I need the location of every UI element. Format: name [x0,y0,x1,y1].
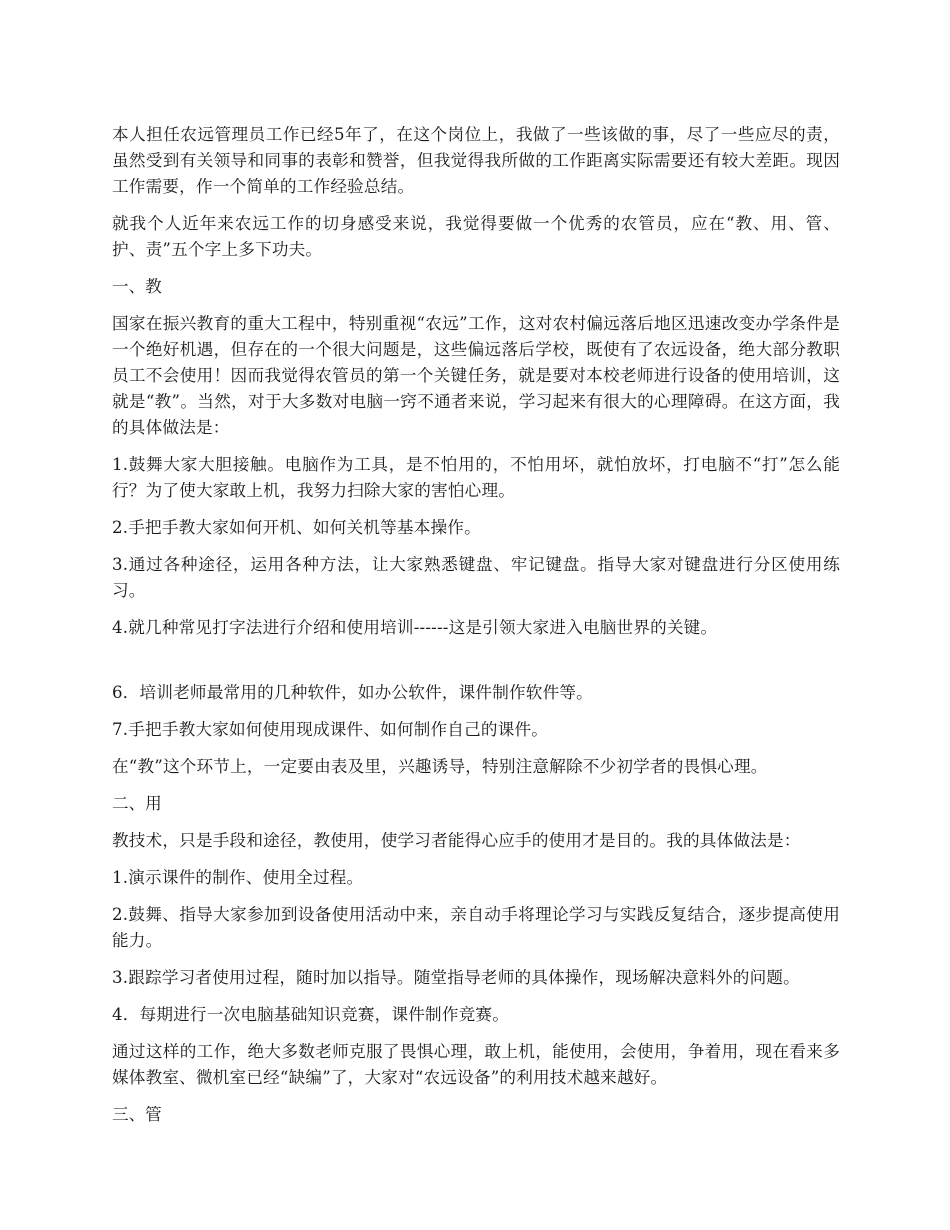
use-item-1: 1.演示课件的制作、使用全过程。 [112,868,364,887]
teach-item-4: 4.就几种常见打字法进行介绍和使用培训------这是引领大家进入电脑世界的关键。 [112,618,718,637]
section-heading-use: 二、用 [112,794,162,813]
teach-paragraph: 国家在振兴教育的重大工程中，特别重视“农远”工作，这对农村偏远落后地区迅速改变办学条件是一个绝好机遇，但存在的一个很大问题是，这些偏远落后学校，既使有了农远设备，绝大部分教职员工不会使用！因而我觉得农管员的第一个关键任务，就是要对本校老师进行设备的使用培训，这就是“教”。当然，对于大多数对电脑一窍不通者来说，学习起来有很大的心理障碍。在这方面，我的具体做法是： [112,314,840,437]
summary-paragraph: 就我个人近年来农远工作的切身感受来说，我觉得要做一个优秀的农管员，应在“教、用、管、护、责”五个字上多下功夫。 [112,214,840,259]
teach-item-7: 7.手把手教大家如何使用现成课件、如何制作自己的课件。 [112,720,549,739]
use-item-4: 4．每期进行一次电脑基础知识竞赛，课件制作竞赛。 [112,1005,510,1024]
document-body [112,122,840,1139]
teach-conclusion: 在“教”这个环节上，一定要由表及里，兴趣诱导，特别注意解除不少初学者的畏惧心理。 [112,757,768,776]
teach-item-6: 6．培训老师最常用的几种软件，如办公软件，课件制作软件等。 [112,683,593,702]
use-item-2: 2.鼓舞、指导大家参加到设备使用活动中来，亲自动手将理论学习与实践反复结合，逐步提高使用能力。 [112,905,840,950]
section-heading-manage: 三、管 [112,1105,162,1124]
blank-gap [112,652,840,680]
section-heading-teach: 一、教 [112,277,162,296]
use-conclusion: 通过这样的工作，绝大多数老师克服了畏惧心理，敢上机，能使用，会使用，争着用，现在看来多媒体教室、微机室已经“缺编”了，大家对“农远设备”的利用技术越来越好。 [112,1042,840,1087]
intro-paragraph: 本人担任农远管理员工作已经5年了，在这个岗位上，我做了一些该做的事，尽了一些应尽的责，虽然受到有关领导和同事的表彰和赞誉，但我觉得我所做的工作距离实际需要还有较大差距。现因工作需要，作一个简单的工作经验总结。 [112,125,840,196]
use-paragraph: 教技术，只是手段和途径，教使用，使学习者能得心应手的使用才是目的。我的具体做法是： [112,831,801,850]
use-item-3: 3.跟踪学习者使用过程，随时加以指导。随堂指导老师的具体操作，现场解决意料外的问题。 [112,968,800,987]
teach-item-3: 3.通过各种途径，运用各种方法，让大家熟悉键盘、牢记键盘。指导大家对键盘进行分区使用练习。 [112,555,840,600]
teach-item-1: 1.鼓舞大家大胆接触。电脑作为工具，是不怕用的，不怕用坏，就怕放坏，打电脑不“打”怎么能行？为了使大家敢上机，我努力扫除大家的害怕心理。 [112,455,840,500]
teach-item-2: 2.手把手教大家如何开机、如何关机等基本操作。 [112,518,481,537]
